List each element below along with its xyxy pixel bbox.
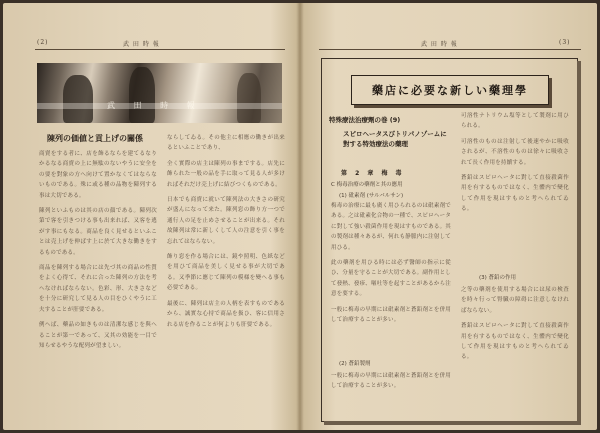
- paragraph: 飾り窓を作る場合には、鏡や照明、色紙などを用ひて商品を美しく見せる事が大切である。又季節に應じて陳列の模様を變へる事も必要である。: [167, 254, 285, 292]
- photo-caption: 武 田 時 報: [107, 101, 203, 110]
- paragraph: 蒼鉛はスピロヘータに對して直接殺菌作用を有するものではなく、生體内で變化して作用を現はすものと考へられてゐる。: [461, 323, 569, 361]
- paragraph: 全く實際の店主は陳列の事までする。店先に飾られた一般の品を手に取って見る人が多ければそれだけ売上げに結びつくものである。: [167, 160, 285, 188]
- text-column-2: [167, 133, 285, 419]
- running-head: 武 田 時 報: [421, 41, 458, 48]
- header-rule: [319, 49, 581, 50]
- paragraph: 最後に、陳列は店主の人柄を表すものであるから、誠實な心持で商品を扱ひ、客に信用される店を作ることが何よりも肝要である。: [167, 300, 285, 328]
- section-heading: C 梅毒治療の藥劑と其の應用: [331, 182, 403, 188]
- magazine-spread: [3, 3, 597, 430]
- paragraph: 之等の藥剤を使用する場合には尿の検査を時々行って腎臓の障碍に注意しなければならない。: [461, 287, 569, 314]
- chapter-heading: 第 2 章 梅 毒: [341, 170, 405, 177]
- paragraph: 陳列といふものは其の店の顔である。陳列次第で客を引きつける事も出来れば、又客を逃がす事にもなる。商品を良く見せるといふことは売上げを伸ばす上に於て大きな働きをするものである。: [39, 208, 157, 256]
- text-column-1: [39, 149, 157, 419]
- subsection-heading: (2) 蒼鉛製劑: [339, 361, 371, 367]
- left-page: [3, 3, 298, 430]
- page-number: (3): [559, 39, 571, 46]
- article-heading: 陳列の価値と貢上げの關係: [47, 134, 143, 143]
- photo-banner: [37, 63, 282, 123]
- paragraph: 例へば、藥品の如きものは清潔な感じを與へることが第一であって、又其の効能を一目で知らせるやうな配列が望ましい。: [39, 322, 157, 349]
- subsection-heading: (1) 砒素剤 (サルバルサン): [339, 193, 404, 199]
- article-title: 藥店に必要な新しい藥理學: [372, 84, 528, 97]
- photo-figure: [237, 73, 261, 123]
- paragraph: 蒼鉛はスピロヘータに對して直接殺菌作用を有するものではなく、生體内で變化して作用を現はすものと考へられてゐる。: [461, 175, 569, 213]
- photo-figure: [63, 75, 93, 123]
- article-title-box: [351, 75, 549, 105]
- right-page: [301, 3, 597, 430]
- subtitle: スピロヘータスびトリパノゾームに對する特効療法の藥理: [343, 130, 447, 148]
- header-rule: [35, 49, 285, 50]
- frame-shadow: [324, 421, 581, 425]
- frame-shadow: [577, 61, 581, 423]
- series-heading: 特殊療法治療劑の巻 (9): [329, 116, 401, 124]
- paragraph: 可溶性のものは注射して後速やかに吸收されるが、不溶性のものは徐々に吸收されて長く作用を持續する。: [461, 138, 569, 166]
- paragraph: 梅毒の治療に最も廣く用ひられるのは砒素剤である。之は砒素化合物の一種で、スピロヘータに對して強い殺菌作用を現はすものである。其の製剤は種々あるが、何れも静脈内に注射して用ひる。: [331, 203, 451, 251]
- paragraph: 一般に梅毒の早期には砒素剤と蒼鉛剤とを併用して治療することが多い。: [331, 306, 451, 324]
- running-head: 武 田 時 報: [123, 41, 160, 48]
- paragraph: 此の藥剤を用ひる時には必ず醫師の指示に從ひ、分量を守ることが大切である。副作用として發熱、發疹、嘔吐等を起すことがあるから注意を要する。: [331, 260, 451, 298]
- paragraph: 商賣をする者に、店を飾るならを建てるなりかるなる商賣の上に無駄のないやうに安全をの要を對象の方へ向けて置かなくてはならないものである。殊に或る種の品物を陳列する事は大切である。: [39, 151, 157, 199]
- text-column-2-continued: [461, 285, 569, 415]
- paragraph: 日本でも商賣に就いて陳列法の大きさの研究が盛んになって来た。陳列窓の飾り方一つで通行人の足を止めさせることが出来る。それ故陳列は常に新しくして人の注意を引く事を忘れてはならない。: [167, 197, 285, 245]
- paragraph: 商品を陳列する場合には先づ其の商品の性質をよく心得て、それに合った陳列の方法を考へなければならない。色彩、形、大きさなどを十分に研究して見る人の目をひくやうに工夫することが肝要である。: [39, 265, 157, 313]
- photo-figure: [129, 67, 155, 123]
- page-number: (2): [37, 39, 49, 46]
- text-column-1: [331, 201, 451, 356]
- text-column-2: [461, 111, 569, 269]
- paragraph: ならしてゐる。その他主に相應の働きが出来るといふことであり、: [167, 135, 285, 152]
- subsection-heading: (3) 蒼鉛の作用: [479, 275, 517, 281]
- text-column-1-continued: [331, 371, 451, 415]
- paragraph: 可溶性ナトリウム塩等として製剤に用ひられる。: [461, 113, 569, 130]
- paragraph: 一般に梅毒の早期には砒素剤と蒼鉛剤とを併用して治療することが多い。: [331, 373, 451, 390]
